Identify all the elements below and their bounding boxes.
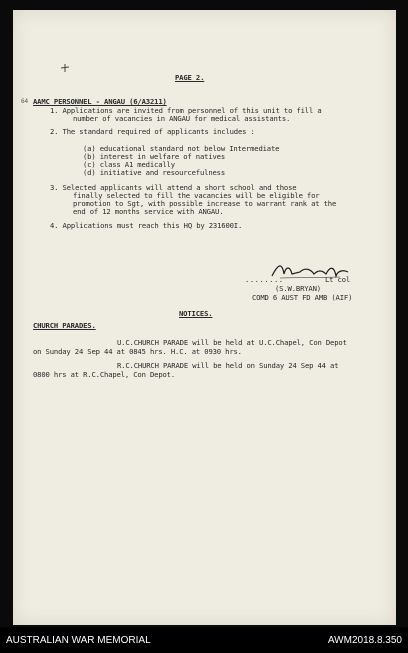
pencil-mark-icon — [60, 63, 70, 73]
page-label: PAGE 2. — [175, 73, 205, 82]
signature-title: COMD 6 AUST FD AMB (AIF) — [252, 293, 353, 302]
requirement-b: (b) interest in welfare of natives — [83, 152, 226, 161]
requirement-d: (d) initiative and resourcefulness — [83, 168, 226, 177]
footer-accession-number: AWM2018.8.350 — [327, 635, 402, 646]
requirement-c: (c) class A1 medically — [83, 160, 175, 169]
signature-rank: Lt col — [325, 275, 351, 284]
para-3-line-4: end of 12 months service with ANGAU. — [73, 207, 224, 216]
para-1-line-1: 1. Applications are invited from personnel of this unit to fill a — [50, 106, 322, 115]
church-parades-heading: CHURCH PARADES. — [33, 321, 96, 330]
rc-church-line-2: 0800 hrs at R.C.Chapel, Con Depot. — [33, 370, 176, 379]
signature-dots: ........ — [245, 275, 284, 284]
para-2: 2. The standard required of applicants includes : — [50, 127, 255, 136]
section-number: 64 — [21, 98, 28, 105]
para-4: 4. Applications must reach this HQ by 231600I. — [50, 221, 243, 230]
section-title: AAMC PERSONNEL - ANGAU (6/A3211) — [33, 97, 167, 106]
document-page — [13, 10, 396, 625]
requirement-a: (a) educational standard not below Intermediate — [83, 144, 280, 153]
signature-name: (S.W.BRYAN) — [275, 284, 321, 293]
uc-church-line-1: U.C.CHURCH PARADE will be held at U.C.Chapel, Con Depot — [117, 338, 347, 347]
para-1-line-2: number of vacancies in ANGAU for medical assistants. — [73, 114, 291, 123]
footer-institution: AUSTRALIAN WAR MEMORIAL — [6, 635, 151, 646]
footer-bar — [0, 627, 408, 653]
uc-church-line-2: on Sunday 24 Sep 44 at 0845 hrs. H.C. at 0930 hrs. — [33, 347, 242, 356]
para-3-line-2: finally selected to fill the vacancies will be eligible for — [73, 191, 320, 200]
para-3-line-1: 3. Selected applicants will attend a short school and those — [50, 183, 297, 192]
para-3-line-3: promotion to Sgt, with possible increase to warrant rank at the — [73, 199, 337, 208]
notices-heading: NOTICES. — [179, 309, 213, 318]
rc-church-line-1: R.C.CHURCH PARADE will be held on Sunday 24 Sep 44 at — [117, 361, 339, 370]
